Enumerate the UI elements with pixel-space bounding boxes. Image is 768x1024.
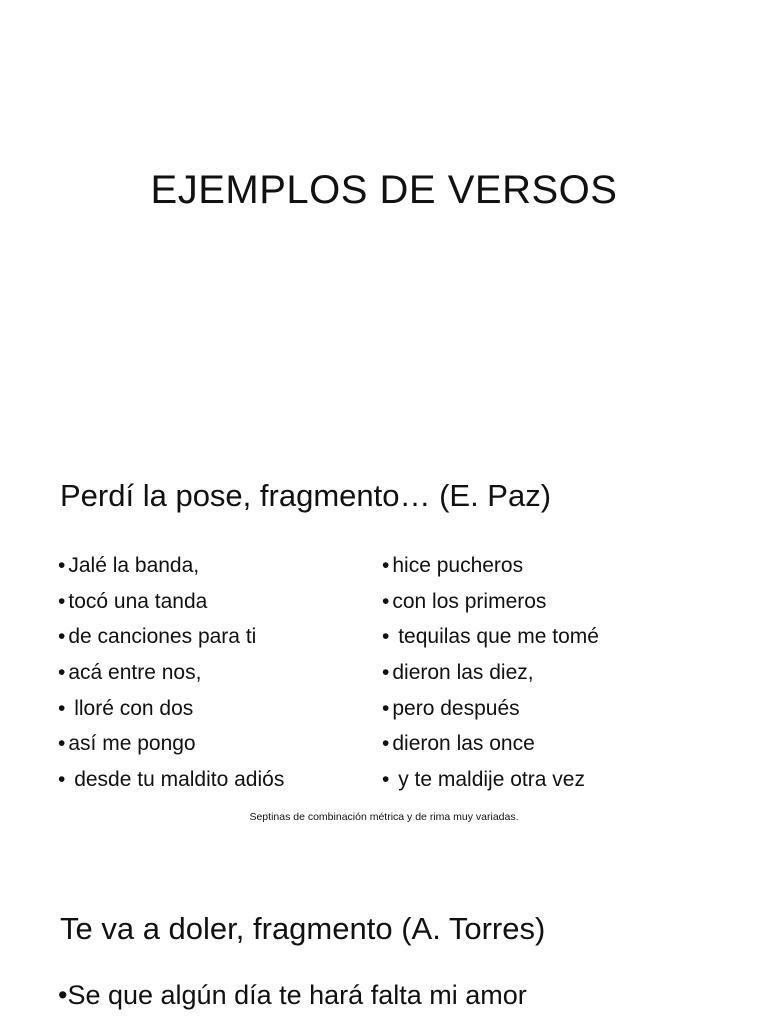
verse-text: hice pucheros xyxy=(392,554,524,577)
bullet-icon: • xyxy=(382,589,390,613)
verse-line xyxy=(382,548,599,584)
bullet-icon: • xyxy=(382,732,390,756)
section-heading-perdi-la-pose: Perdí la pose, fragmento… (E. Paz) xyxy=(60,478,552,513)
verse-text: dieron las once xyxy=(392,732,535,756)
verse-line xyxy=(382,762,599,798)
verse-line xyxy=(58,548,284,584)
verse-text: tequilas que me tomé xyxy=(392,625,599,649)
bullet-icon: • xyxy=(58,768,66,792)
bullet-icon: • xyxy=(58,696,66,720)
verse-text: pero después xyxy=(392,696,520,720)
verse-text: de canciones para ti xyxy=(68,625,257,649)
verse-text: y te maldije otra vez xyxy=(392,768,585,792)
verse-line xyxy=(382,584,599,620)
caption: Septinas de combinación métrica y de rima muy variadas. xyxy=(249,811,519,823)
verse-line xyxy=(58,655,284,691)
verse-text: Se que algún día te hará falta mi amor xyxy=(67,980,527,1010)
bullet-icon: • xyxy=(382,768,390,792)
verse-line xyxy=(382,726,599,762)
bullet-icon: • xyxy=(58,554,66,577)
verse-line xyxy=(382,619,599,655)
bullet-icon: • xyxy=(382,661,390,685)
verse-line xyxy=(382,655,599,691)
verse-text: desde tu maldito adiós xyxy=(68,768,285,792)
section-heading-te-va-a-doler: Te va a doler, fragmento (A. Torres) xyxy=(60,911,546,946)
verse-text: tocó una tanda xyxy=(68,589,208,613)
verse-line xyxy=(58,619,284,655)
bullet-icon: • xyxy=(58,661,66,685)
bullet-icon: • xyxy=(382,625,390,649)
verse-line xyxy=(58,762,284,798)
bullet-icon: • xyxy=(58,589,66,613)
bullet-icon: • xyxy=(58,732,66,756)
verse-text: lloré con dos xyxy=(68,696,194,720)
verse-line xyxy=(58,691,284,727)
title-slide xyxy=(0,0,768,440)
verse-text: Jalé la banda, xyxy=(68,554,200,577)
verse-line xyxy=(382,691,599,727)
verse-list-left xyxy=(58,548,284,798)
verse-line-large xyxy=(58,980,527,1011)
verse-text: así me pongo xyxy=(68,732,196,756)
bullet-icon: • xyxy=(382,696,390,720)
main-title: EJEMPLOS DE VERSOS xyxy=(150,168,618,212)
verse-text: con los primeros xyxy=(392,589,547,613)
verse-line xyxy=(58,584,284,620)
verse-line xyxy=(58,726,284,762)
verse-text: acá entre nos, xyxy=(68,661,202,685)
bullet-icon: • xyxy=(58,980,68,1010)
bullet-icon: • xyxy=(58,625,66,649)
verse-list-right xyxy=(382,548,599,798)
verse-text: dieron las diez, xyxy=(392,661,534,685)
bullet-icon: • xyxy=(382,554,390,577)
